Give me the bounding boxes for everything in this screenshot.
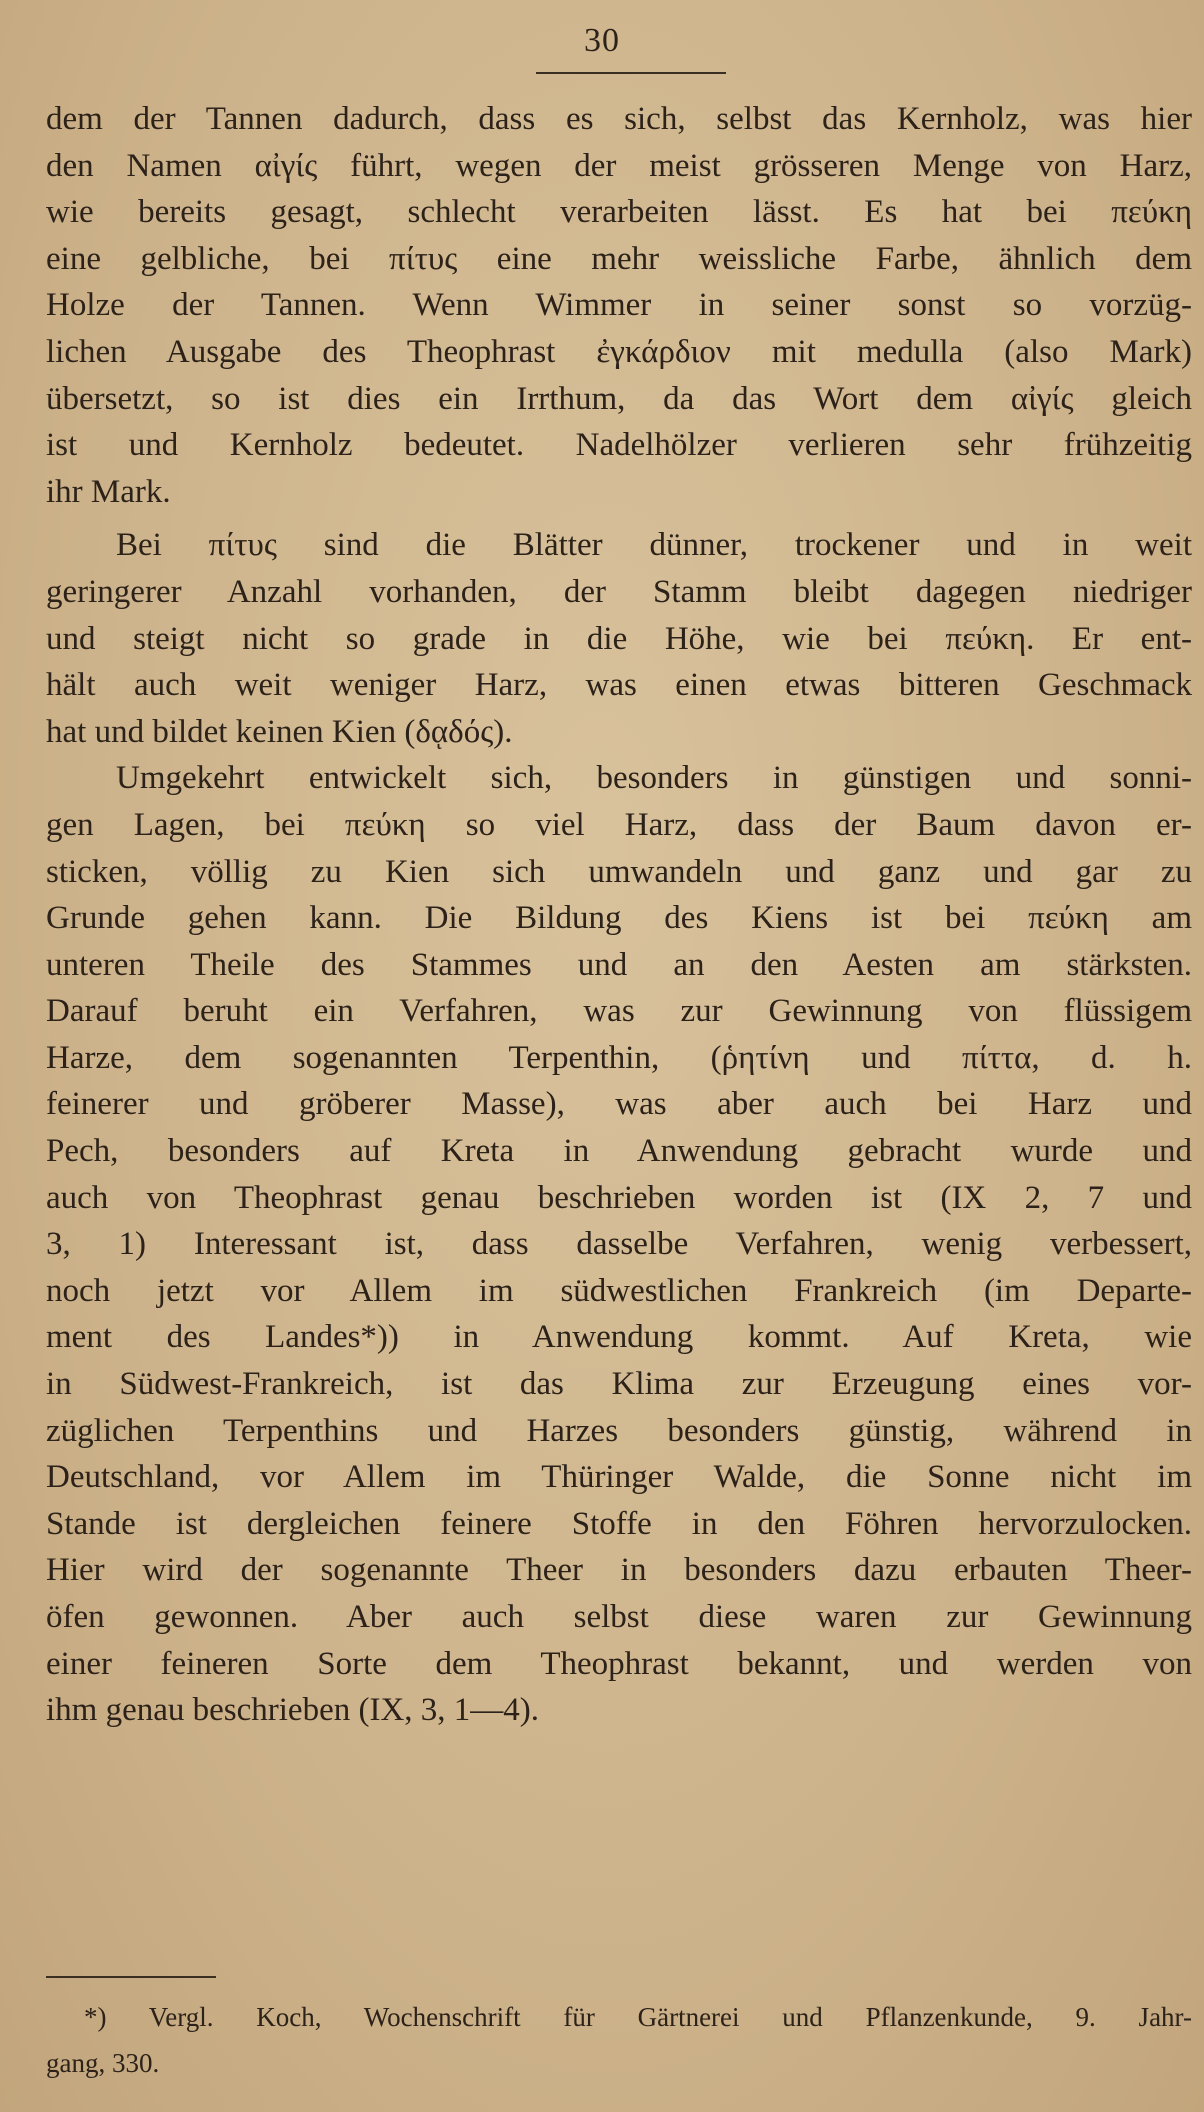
text-line-14: hat und bildet keinen Kien (δᾳδός).: [46, 713, 513, 750]
page-number: 30: [584, 22, 620, 59]
text-line-12: und steigt nicht so grade in die Höhe, wie bei πεύκη. Er ent-: [46, 620, 1192, 657]
text-line-26: noch jetzt vor Allem im südwestlichen Frankreich (im Departe-: [46, 1272, 1192, 1309]
text-line-30: Deutschland, vor Allem im Thüringer Walde, die Sonne nicht im: [46, 1459, 1192, 1496]
text-line-3: wie bereits gesagt, schlecht verarbeiten lässt. Es hat bei πεύκη: [46, 194, 1192, 231]
text-line-4: eine gelbliche, bei πίτυς eine mehr weissliche Farbe, ähnlich dem: [46, 240, 1192, 277]
footnote-line-1: *) Vergl. Koch, Wochenschrift für Gärtnerei und Pflanzenkunde, 9. Jahr-: [84, 2002, 1192, 2032]
footnote-rule: [46, 1976, 216, 1978]
text-line-10: Bei πίτυς sind die Blätter dünner, trockener und in weit: [116, 527, 1192, 564]
text-line-13: hält auch weit weniger Harz, was einen etwas bitteren Geschmack: [46, 667, 1192, 704]
text-line-28: in Südwest-Frankreich, ist das Klima zur Erzeugung eines vor-: [46, 1366, 1192, 1403]
text-line-19: unteren Theile des Stammes und an den Aesten am stärksten.: [46, 946, 1192, 983]
text-line-18: Grunde gehen kann. Die Bildung des Kiens ist bei πεύκη am: [46, 900, 1192, 937]
text-line-7: übersetzt, so ist dies ein Irrthum, da das Wort dem αἰγίς gleich: [46, 380, 1192, 417]
text-line-27: ment des Landes*)) in Anwendung kommt. Auf Kreta, wie: [46, 1319, 1192, 1356]
text-line-31: Stande ist dergleichen feinere Stoffe in den Föhren hervorzulocken.: [46, 1505, 1192, 1542]
footnote: [46, 1994, 1192, 2086]
text-line-20: Darauf beruht ein Verfahren, was zur Gewinnung von flüssigem: [46, 993, 1192, 1030]
text-line-1: dem der Tannen dadurch, dass es sich, selbst das Kernholz, was hier: [46, 101, 1192, 137]
footnote-line-2: gang, 330.: [46, 2048, 160, 2078]
text-line-29: züglichen Terpenthins und Harzes besonders günstig, während in: [46, 1412, 1192, 1449]
text-line-15: Umgekehrt entwickelt sich, besonders in günstigen und sonni-: [116, 760, 1192, 797]
text-line-25: 3, 1) Interessant ist, dass dasselbe Verfahren, wenig verbessert,: [46, 1226, 1192, 1263]
text-line-8: ist und Kernholz bedeutet. Nadelhölzer verlieren sehr frühzeitig: [46, 427, 1192, 464]
text-line-34: einer feineren Sorte dem Theophrast bekannt, und werden von: [46, 1645, 1192, 1682]
text-line-17: sticken, völlig zu Kien sich umwandeln und ganz und gar zu: [46, 853, 1192, 890]
text-line-11: geringerer Anzahl vorhanden, der Stamm bleibt dagegen niedriger: [46, 573, 1192, 610]
text-line-35: ihm genau beschrieben (IX, 3, 1—4).: [46, 1692, 540, 1729]
text-line-33: öfen gewonnen. Aber auch selbst diese waren zur Gewinnung: [46, 1599, 1192, 1635]
text-line-5: Holze der Tannen. Wenn Wimmer in seiner sonst so vorzüg-: [46, 287, 1192, 324]
text-line-22: feinerer und gröberer Masse), was aber auch bei Harz und: [46, 1086, 1192, 1123]
text-line-6: lichen Ausgabe des Theophrast ἐγκάρδιον mit medulla (also Mark): [46, 333, 1192, 370]
text-line-2: den Namen αἰγίς führt, wegen der meist grösseren Menge von Harz,: [46, 147, 1192, 184]
text-line-9: ihr Mark.: [46, 473, 171, 510]
text-line-23: Pech, besonders auf Kreta in Anwendung gebracht wurde und: [46, 1133, 1192, 1170]
header-rule: [536, 72, 726, 74]
text-line-21: Harze, dem sogenannten Terpenthin, (ῥητίνη und πίττα, d. h.: [46, 1039, 1192, 1076]
text-line-16: gen Lagen, bei πεύκη so viel Harz, dass der Baum davon er-: [46, 806, 1192, 843]
paragraph-gap: [46, 515, 1192, 522]
text-line-32: Hier wird der sogenannte Theer in besonders dazu erbauten Theer-: [46, 1552, 1192, 1589]
body-text: [46, 96, 1192, 1734]
text-line-24: auch von Theophrast genau beschrieben worden ist (IX 2, 7 und: [46, 1179, 1192, 1216]
